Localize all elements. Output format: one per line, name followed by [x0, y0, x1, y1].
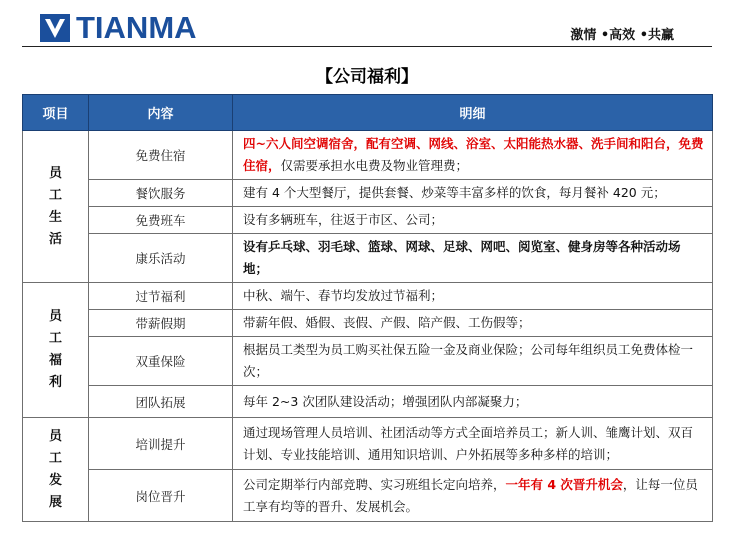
column-header-project: 项目 — [23, 95, 89, 131]
item-detail: 每年 2~3 次团队建设活动；增强团队内部凝聚力； — [233, 386, 713, 418]
item-detail: 建有 4 个大型餐厅，提供套餐、炒菜等丰富多样的饮食，每月餐补 420 元； — [233, 180, 713, 207]
table-row — [23, 470, 713, 522]
benefits-table — [22, 94, 713, 522]
item-label: 团队拓展 — [89, 386, 233, 418]
category-label-line1: 员 工 — [48, 428, 72, 466]
table-row — [23, 131, 713, 180]
table-row — [23, 418, 713, 470]
table-row — [23, 386, 713, 418]
page-title: 【公司福利】 — [316, 67, 418, 87]
table-row — [23, 234, 713, 283]
category-label-line2: 福 利 — [48, 353, 72, 390]
detail-text: ，让每一位员工享有均等的晋升、发展机会。 — [243, 476, 698, 514]
item-label: 免费住宿 — [89, 131, 233, 180]
header-divider — [22, 46, 712, 47]
category-employee-welfare — [23, 283, 89, 418]
tianma-logo-mark-icon — [40, 14, 70, 42]
item-label: 餐饮服务 — [89, 180, 233, 207]
item-detail: 中秋、端午、春节均发放过节福利； — [233, 283, 713, 310]
table-row — [23, 207, 713, 234]
table-header-row — [23, 95, 713, 131]
category-employee-life — [23, 131, 89, 283]
detail-text: 仅需要承担水电费及物业管理费； — [280, 158, 469, 173]
item-label: 康乐活动 — [89, 234, 233, 283]
item-label: 过节福利 — [89, 283, 233, 310]
detail-highlight: 一年有 4 次晋升机会 — [505, 476, 623, 492]
table-row — [23, 337, 713, 386]
item-detail: 根据员工类型为员工购买社保五险一金及商业保险；公司每年组织员工免费体检一次； — [233, 337, 713, 386]
category-label-line1: 员 工 — [48, 165, 72, 203]
item-label: 双重保险 — [89, 337, 233, 386]
detail-highlight: 四~六人间空调宿舍，配有空调、网线、浴室、太阳能热水器、洗手间和阳台，免费住宿， — [243, 136, 704, 173]
item-label: 岗位晋升 — [89, 470, 233, 522]
page-header — [0, 0, 734, 50]
detail-text: 公司定期举行内部竞聘、实习班组长定向培养， — [243, 476, 506, 492]
table-row — [23, 283, 713, 310]
item-label: 培训提升 — [89, 418, 233, 470]
item-detail: 设有多辆班车，往返于市区、公司； — [233, 207, 713, 234]
item-detail — [233, 470, 713, 522]
slogan: 激情 •高效 •共赢 — [570, 28, 674, 43]
item-detail: 设有乒乓球、羽毛球、篮球、网球、足球、网吧、阅览室、健身房等各种活动场地； — [233, 234, 713, 283]
category-label-line1: 员 工 — [48, 309, 72, 346]
table-row — [23, 310, 713, 337]
item-detail: 带薪年假、婚假、丧假、产假、陪产假、工伤假等； — [233, 310, 713, 337]
tianma-logo — [40, 12, 197, 44]
table-row — [23, 180, 713, 207]
category-label-line2: 生 活 — [48, 209, 72, 247]
item-label: 带薪假期 — [89, 310, 233, 337]
brand-name: TIANMA — [76, 10, 197, 45]
column-header-detail: 明细 — [233, 95, 713, 131]
item-detail: 通过现场管理人员培训、社团活动等方式全面培养员工；新人训、雏鹰计划、双百计划、专业技能培训、通用知识培训、户外拓展等多种多样的培训； — [233, 418, 713, 470]
item-label: 免费班车 — [89, 207, 233, 234]
category-label-line2: 发 展 — [48, 472, 72, 510]
category-employee-development — [23, 418, 89, 522]
item-detail — [233, 131, 713, 180]
column-header-content: 内容 — [89, 95, 233, 131]
